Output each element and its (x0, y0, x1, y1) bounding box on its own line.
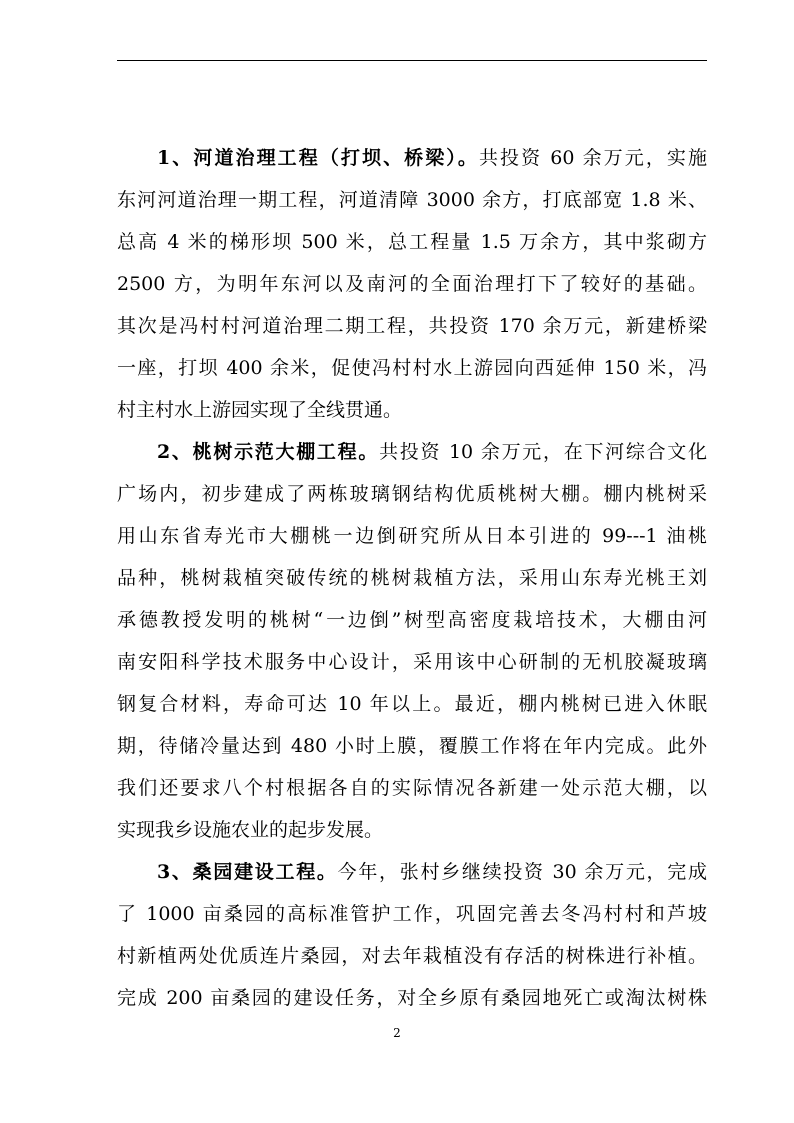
paragraph-line: 村主村水上游园实现了全线贯通。 (117, 399, 403, 421)
paragraph-line: 村新植两处优质连片桑园，对去年栽植没有存活的树株进行补植。 (117, 945, 707, 967)
paragraph-heading: 2、桃树示范大棚工程。 (157, 441, 380, 463)
paragraph-line: 其次是冯村村河道治理二期工程，共投资 170 余万元，新建桥梁 (117, 315, 707, 337)
paragraph-line: 2500 方，为明年东河以及南河的全面治理打下了较好的基础。 (117, 273, 707, 295)
paragraph-line: 期，待储冷量达到 480 小时上膜，覆膜工作将在年内完成。此外 (117, 735, 707, 757)
paragraph-line: 我们还要求八个村根据各自的实际情况各新建一处示范大棚，以 (117, 777, 707, 799)
paragraph-line: 广场内，初步建成了两栋玻璃钢结构优质桃树大棚。棚内桃树采 (117, 483, 707, 505)
paragraph-line: 品种，桃树栽植突破传统的桃树栽植方法，采用山东寿光桃王刘 (117, 567, 707, 589)
paragraph-line (117, 851, 707, 893)
paragraph-line (117, 431, 707, 473)
paragraph-line: 南安阳科学技术服务中心设计，采用该中心研制的无机胶凝玻璃 (117, 651, 707, 673)
paragraph-text: 共投资 10 余万元，在下河综合文化 (379, 441, 707, 463)
paragraph-line: 了 1000 亩桑园的高标准管护工作，巩固完善去冬冯村村和芦坡 (117, 903, 707, 925)
paragraph-line (117, 137, 707, 179)
paragraph-line: 东河河道治理一期工程，河道清障 3000 余方，打底部宽 1.8 米、 (117, 189, 707, 211)
page-number: 2 (393, 1026, 401, 1040)
paragraph-line: 一座，打坝 400 余米，促使冯村村水上游园向西延伸 150 米，冯 (117, 357, 707, 379)
paragraph-peach-greenhouse (117, 431, 707, 851)
paragraph-line: 完成 200 亩桑园的建设任务，对全乡原有桑园地死亡或淘汰树株 (117, 987, 707, 1009)
paragraph-text: 共投资 60 余万元，实施 (478, 147, 707, 169)
paragraph-heading: 1、河道治理工程（打坝、桥梁）。 (157, 147, 479, 169)
paragraph-line: 用山东省寿光市大棚桃一边倒研究所从日本引进的 99---1 油桃 (117, 525, 707, 547)
header-rule (117, 60, 707, 61)
paragraph-river-governance (117, 137, 707, 431)
paragraph-line: 总高 4 米的梯形坝 500 米，总工程量 1.5 万余方，其中浆砌方 (117, 231, 707, 253)
paragraph-line: 承德教授发明的桃树“一边倒”树型高密度栽培技术，大棚由河 (117, 609, 707, 631)
paragraph-line: 实现我乡设施农业的起步发展。 (117, 819, 384, 841)
paragraph-text: 今年，张村乡继续投资 30 余万元，完成 (337, 861, 707, 883)
paragraph-line: 钢复合材料，寿命可达 10 年以上。最近，棚内桃树已进入休眠 (117, 693, 707, 715)
paragraph-mulberry-garden (117, 851, 707, 1019)
paragraph-heading: 3、桑园建设工程。 (157, 861, 338, 883)
document-body (117, 137, 707, 1019)
